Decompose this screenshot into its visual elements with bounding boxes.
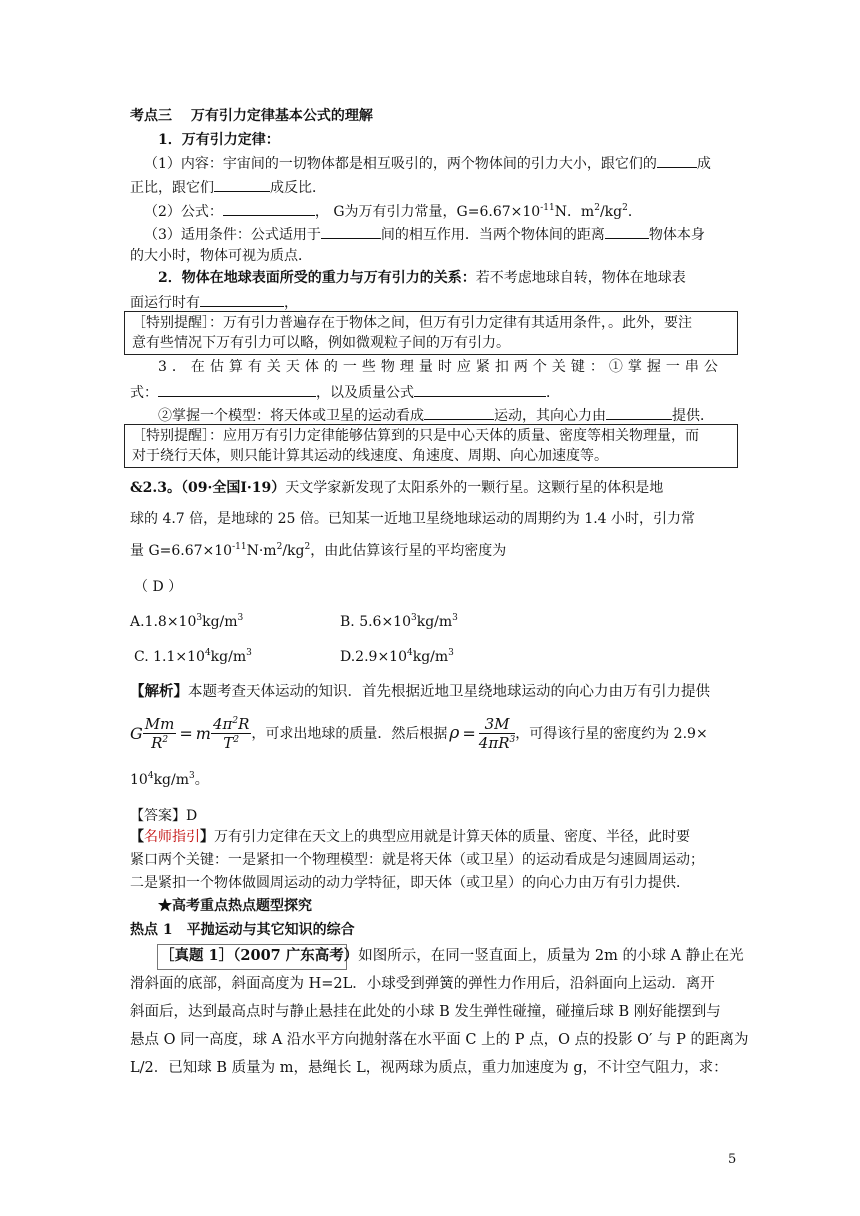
model-line: ②掌握一个模型：将天体或卫星的运动看成 运动，其向心力由 提供． <box>158 404 714 426</box>
section-heading: 考点三 万有引力定律基本公式的理解 <box>130 108 373 124</box>
analysis-line-1: 【解析】本题考查天体运动的知识．首先根据近地卫星绕地球运动的向心力由万有引力提供 <box>130 683 710 700</box>
gravity-line-1: 2．物体在地球表面所受的重力与万有引力的关系：若不考虑地球自转，物体在地球表 <box>158 270 686 286</box>
hot-line-1: ［真题 1］（2007 广东高考）如图所示，在同一竖直面上，质量为 2m 的小球 A 静止在光 <box>160 947 744 964</box>
option-b: B. $5.6\times 10^3kg/m^3$ <box>340 613 458 630</box>
eq-frac-mm-r2: $\frac{Mm}{R^2}$ <box>144 714 175 752</box>
blank <box>606 404 672 420</box>
hot-line-4: 悬点 O 同一高度，球 A 沿水平方向抛射落在水平面 C 上的 P 点，O 点的投影 O′ 与 P 的距离为 <box>130 1032 749 1048</box>
hot-section-title: ★高考重点热点题型探究 <box>158 898 312 914</box>
estimate-line-2: 式： ，以及质量公式 ． <box>130 381 560 403</box>
tip2-line-1: ［特别提醒］：应用万有引力定律能够估算到的只是中心天体的质量、密度等相关物理量，而 <box>132 428 699 444</box>
hot-line-5: L/2．已知球 B 质量为 m，悬绳长 L，视两球为质点，重力加速度为 g，不计空气阻力，求： <box>130 1060 728 1076</box>
eq-frac-density: $\frac{3M}{4\pi R^3}$ <box>478 714 516 752</box>
estimate-line-1: 3．在估算有关天体的一些物理量时应紧扣两个关键：①掌握一串公 <box>158 359 723 375</box>
content-line-1: （1）内容：宇宙间的一切物体都是相互吸引的，两个物体间的引力大小，跟它们的 成 <box>144 152 711 174</box>
page-number: 5 <box>728 1152 737 1167</box>
hot-point-title: 热点 1 平抛运动与其它知识的综合 <box>130 922 355 938</box>
tip2-line-2: 对于绕行天体，则只能计算其运动的线速度、角速度、周期、向心加速度等。 <box>132 448 608 464</box>
gravity-line-2: 面运行时有 ， <box>130 291 298 313</box>
hot-line-2: 滑斜面的底部，斜面高度为 H=2L．小球受到弹簧的弹性力作用后，沿斜面向上运动．离开 <box>130 976 715 992</box>
option-d: $D.2.9\times 10^4kg/m^3$ <box>340 648 454 665</box>
blank <box>424 404 494 420</box>
eq-frac-4pi2r-t2: $\frac{4\pi^2R}{T^2}$ <box>212 714 250 752</box>
blank <box>214 176 270 192</box>
answer-paren: （ D ） <box>134 579 183 595</box>
blank <box>321 223 381 239</box>
question-line-1: &2.3。（09·全国Ⅰ·19）天文学家新发现了太阳系外的一颗行星。这颗行星的体积是地 <box>130 480 664 496</box>
law-title: 1．万有引力定律： <box>158 132 280 148</box>
blank <box>657 152 697 168</box>
question-line-2: 球的 4.7 倍，是地球的 25 倍。已知某一近地卫星绕地球运动的周期约为 1.4 小时，引力常 <box>130 511 696 527</box>
eq-G: G <box>130 723 143 743</box>
question-line-3: 量 $G=6.67\times 10^{-11}N\cdot m^2/kg^2$，由此估算该行星的平均密度为 <box>130 542 507 559</box>
analysis-equation-line: G $\frac{Mm}{R^2}$ = m $\frac{4\pi^2R}{T^2}$ ，可求出地球的质量．然后根据 ρ = $\frac{3M}{4\pi R^3}$ ，可得该行星的密度约为 2.9× <box>130 714 708 752</box>
famous-teacher-label: 名师指引 <box>144 829 200 845</box>
hot-line-3: 斜面后，达到最高点时与静止悬挂在此处的小球 B 发生弹性碰撞，碰撞后球 B 刚好能摆到与 <box>130 1004 721 1020</box>
tip1-line-1: ［特别提醒］：万有引力普遍存在于物体之间，但万有引力定律有其适用条件，。此外，要注 <box>132 315 692 331</box>
content-line-2: 正比，跟它们 成反比． <box>130 176 326 198</box>
blank <box>158 381 316 397</box>
answer-line: 【答案】D <box>130 808 198 824</box>
option-a: $A.1.8\times 10^3kg/m^3$ <box>130 613 244 630</box>
blank <box>605 223 649 239</box>
tip-line-2: 紧口两个关键：一是紧扣一个物理模型：就是将天体（或卫星）的运动看成是匀速圆周运动； <box>130 852 704 868</box>
option-c: C. $1.1\times 10^4kg/m^3$ <box>134 648 252 665</box>
tip-line-1: 【名师指引】万有引力定律在天文上的典型应用就是计算天体的质量、密度、半径，此时要 <box>130 829 690 845</box>
blank <box>223 200 315 216</box>
blank <box>200 291 284 307</box>
analysis-result: $10^4kg/m^3$。 <box>130 771 209 788</box>
condition-line-1: （3）适用条件：公式适用于 间的相互作用．当两个物体间的距离 物体本身 <box>144 223 705 245</box>
tip1-line-2: 意有些情况下万有引力可以略，例如微观粒子间的万有引力。 <box>132 335 510 351</box>
condition-line-2: 的大小时，物体可视为质点． <box>130 248 312 264</box>
blank <box>414 381 546 397</box>
formula-line: （2）公式： ， G为万有引力常量，$G=6.67\times 10^{-11}N$．$m^2/kg^2$． <box>144 200 642 222</box>
tip-line-3: 二是紧扣一个物体做圆周运动的动力学特征，即天体（或卫星）的向心力由万有引力提供． <box>130 875 690 891</box>
